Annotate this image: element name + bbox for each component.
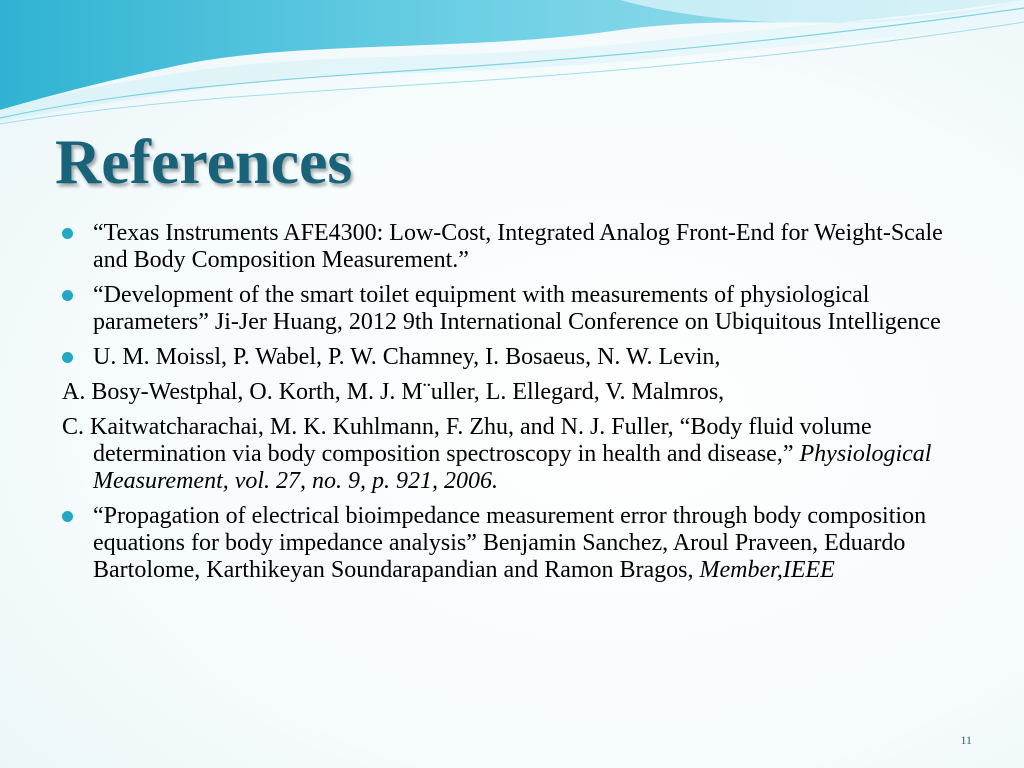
reference-item — [62, 503, 962, 584]
header-wave-decoration — [0, 0, 1024, 130]
slide-title: References — [55, 126, 353, 197]
reference-text: C. Kaitwatcharachai, M. K. Kuhlmann, F. Zhu, and N. J. Fuller, “Body fluid volume determination via body composition spectroscopy in health and disease,” — [62, 414, 872, 467]
reference-text: “Propagation of electrical bioimpedance measurement error through body composition equations for body impedance analysis” Benjamin Sanchez, Aroul Praveen, Eduardo Bartolome, Karthikeyan Soundarapandian and Ramon Bragos, — [93, 503, 927, 583]
bullet-icon — [62, 290, 73, 301]
reference-continuation — [62, 414, 962, 495]
reference-item — [62, 344, 962, 371]
page-number: 11 — [960, 733, 972, 747]
reference-affiliation: Member,IEEE — [699, 557, 835, 583]
reference-item — [62, 220, 962, 274]
bullet-icon — [62, 352, 73, 363]
reference-text: U. M. Moissl, P. Wabel, P. W. Chamney, I. Bosaeus, N. W. Levin, — [93, 344, 721, 370]
bullet-icon — [62, 511, 73, 522]
reference-item — [62, 282, 962, 336]
reference-journal: Physiological Measurement, vol. 27, no. 9, p. 921, 2006. — [93, 441, 932, 494]
reference-text: “Texas Instruments AFE4300: Low-Cost, Integrated Analog Front-End for Weight-Scale and Body Composition Measurement.” — [93, 220, 943, 273]
reference-continuation — [62, 379, 962, 406]
reference-text: “Development of the smart toilet equipment with measurements of physiological parameters” Ji-Jer Huang, 2012 9th International Conference on Ubiquitous Intelligence — [93, 282, 941, 335]
reference-text: A. Bosy-Westphal, O. Korth, M. J. M¨uller, L. Ellegard, V. Malmros, — [62, 379, 725, 405]
bullet-icon — [62, 228, 73, 239]
references-list — [62, 220, 962, 592]
